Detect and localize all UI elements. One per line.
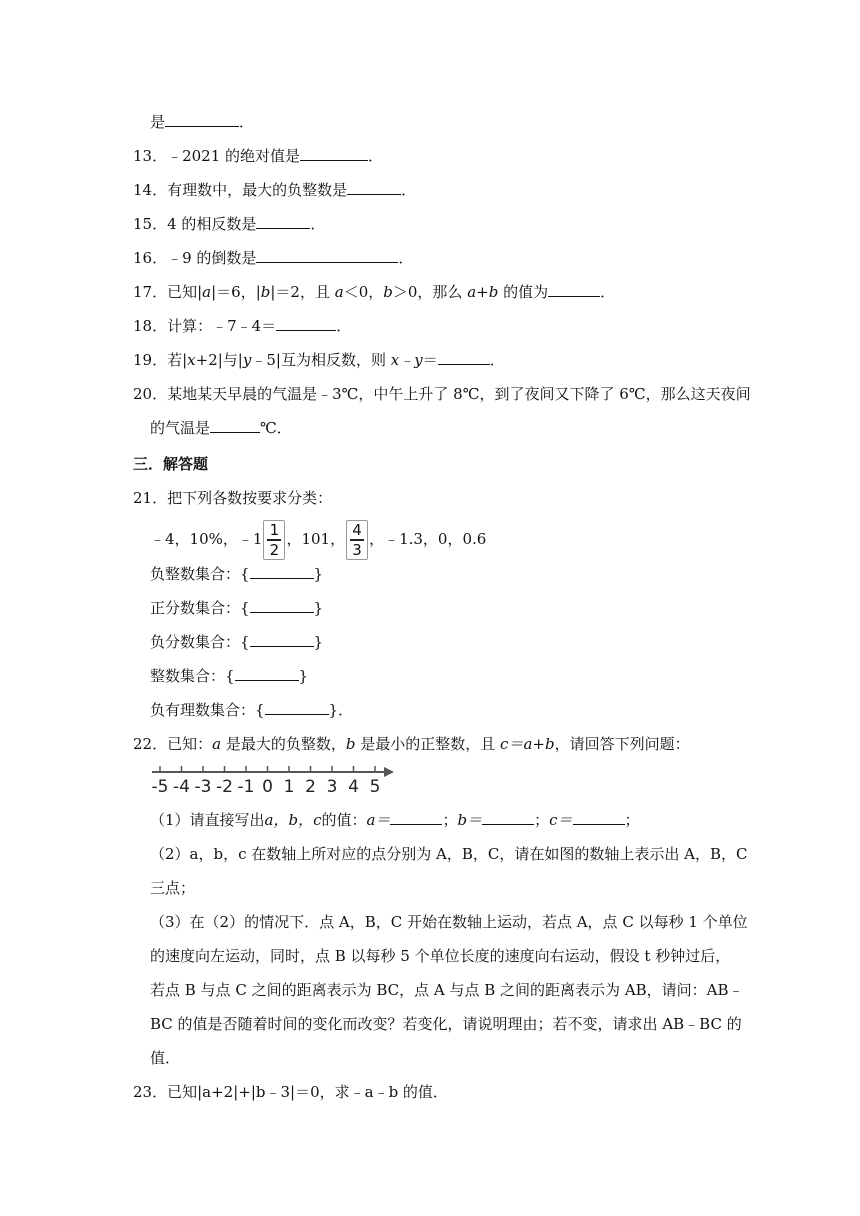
answer-blank[interactable] — [548, 282, 600, 297]
answer-blank[interactable] — [250, 564, 314, 579]
part-3-line3: 若点 B 与点 C 之间的距离表示为 BC，点 A 与点 B 之间的距离表示为 AB，请问：AB﹣ — [150, 981, 744, 999]
tick-label: -3 — [194, 777, 212, 796]
set-positive-fractions: 正分数集合：{ } — [150, 599, 324, 617]
tick-label: 3 — [326, 777, 338, 796]
set-integers: 整数集合：{ } — [150, 667, 309, 685]
question-13: 13．﹣2021 的绝对值是 ． — [133, 147, 384, 165]
question-15: 15．4 的相反数是 ． — [133, 215, 326, 233]
question-14: 14．有理数中，最大的负整数是 ． — [133, 181, 417, 199]
tick-label: -2 — [216, 777, 233, 796]
answer-blank[interactable] — [235, 666, 299, 681]
answer-blank[interactable] — [256, 214, 310, 229]
number-list: ﹣4，10%，﹣1 $\frac{1}{2}$ ，101， $\frac{4}{3}$ ，﹣1.3，0，0.6 — [150, 521, 487, 559]
fraction-one-half: $\frac{1}{2}$ — [263, 520, 285, 560]
answer-blank-a[interactable] — [390, 810, 442, 825]
question-17: 17．已知|a|＝6，|b|＝2，且 a＜0，b＞0，那么 a+b 的值为 ． — [133, 283, 616, 301]
answer-blank[interactable] — [265, 700, 329, 715]
number-line — [148, 760, 398, 796]
answer-blank[interactable] — [250, 632, 314, 647]
question-16: 16．﹣9 的倒数是 ． — [133, 249, 414, 267]
answer-blank[interactable] — [276, 316, 336, 331]
answer-blank[interactable] — [347, 180, 401, 195]
tick-label: -1 — [237, 777, 255, 796]
part-2-line2: 三点； — [150, 879, 196, 897]
tick-label: 0 — [262, 777, 273, 796]
tick-label: 4 — [348, 777, 359, 796]
tick-label: 2 — [305, 777, 316, 796]
set-negative-rationals: 负有理数集合：{ }． — [150, 701, 354, 719]
answer-blank-c[interactable] — [573, 810, 625, 825]
question-20-line2: 的气温是 ℃． — [150, 419, 292, 437]
part-3-line5: 值． — [150, 1049, 181, 1067]
part-2-line1: （2）a，b，c 在数轴上所对应的点分别为 A，B，C，请在如图的数轴上表示出 A，B，C — [150, 845, 748, 863]
part-3-line1: （3）在（2）的情况下．点 A，B，C 开始在数轴上运动，若点 A，点 C 以每秒 1 个单位 — [150, 913, 748, 931]
part-1: （1）请直接写出a，b，c的值：a＝ ；b＝ ；c＝ ； — [150, 811, 640, 829]
question-19: 19．若|x+2|与|y﹣5|互为相反数，则 x﹣y＝ ． — [133, 351, 505, 369]
question-18: 18．计算：﹣7﹣4＝ ． — [133, 317, 352, 335]
question-22: 22．已知：a 是最大的负整数，b 是最小的正整数，且 c＝a+b，请回答下列问题： — [133, 735, 690, 753]
answer-blank[interactable] — [250, 598, 314, 613]
answer-blank[interactable] — [165, 112, 239, 127]
arrow-head-icon — [384, 767, 394, 777]
section-heading: 三．解答题 — [133, 455, 209, 473]
answer-blank[interactable] — [210, 418, 260, 433]
part-3-line4: BC 的值是否随着时间的变化而改变？若变化，请说明理由；若不变，请求出 AB﹣BC 的 — [150, 1015, 742, 1033]
tick-label: 1 — [283, 777, 295, 796]
answer-blank[interactable] — [256, 248, 398, 263]
answer-blank-b[interactable] — [482, 810, 534, 825]
question-23: 23．已知|a+2|+|b﹣3|＝0，求﹣a﹣b 的值． — [133, 1083, 448, 1101]
tick-label: -4 — [173, 777, 190, 796]
set-negative-integers: 负整数集合：{ } — [150, 565, 324, 583]
q12-tail: 是 ． — [150, 113, 255, 131]
tick-label: 5 — [369, 777, 381, 796]
answer-blank[interactable] — [300, 146, 368, 161]
tick-label: -5 — [151, 777, 169, 796]
question-21: 21．把下列各数按要求分类： — [133, 489, 333, 507]
question-20: 20．某地某天早晨的气温是﹣3℃，中午上升了 8℃，到了夜间又下降了 6℃，那么这天夜间 — [133, 385, 751, 403]
part-3-line2: 的速度向左运动，同时，点 B 以每秒 5 个单位长度的速度向右运动，假设 t 秒钟过后， — [150, 947, 731, 965]
set-negative-fractions: 负分数集合：{ } — [150, 633, 324, 651]
fraction-four-thirds: $\frac{4}{3}$ — [346, 520, 368, 560]
answer-blank[interactable] — [438, 350, 490, 365]
